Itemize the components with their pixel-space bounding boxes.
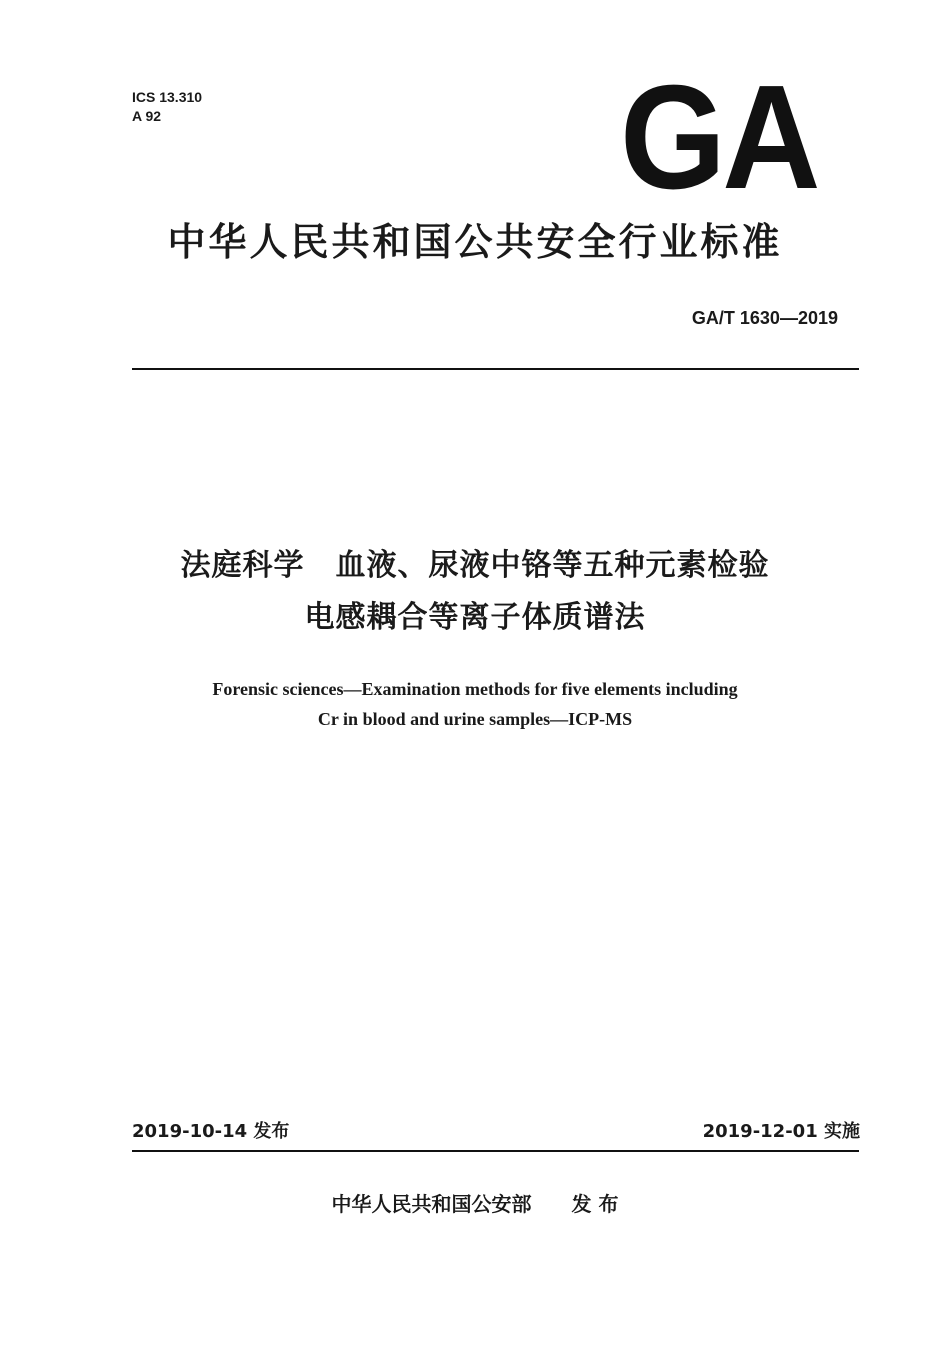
standard-category: 中华人民共和国公共安全行业标准 (167, 220, 783, 264)
chinese-title-line-1: 法庭科学 血液、尿液中铬等五种元素检验 (180, 548, 770, 583)
issue-date: 2019-10-14 发布 (132, 1121, 290, 1142)
top-divider (132, 368, 859, 370)
english-title-line-1: Forensic sciences—Examination methods for five elements including (212, 679, 738, 699)
implementation-date: 2019-12-01 实施 (702, 1121, 860, 1142)
chinese-title-line-2: 电感耦合等离子体质谱法 (304, 600, 646, 635)
english-title (0, 674, 950, 734)
chinese-title (0, 540, 950, 644)
ccs-code: A 92 (132, 108, 162, 124)
ics-code: ICS 13.310 (132, 89, 203, 105)
standard-number: GA/T 1630—2019 (691, 308, 838, 328)
bottom-divider (132, 1150, 859, 1152)
publisher-line (0, 1190, 950, 1218)
publisher-name: 中华人民共和国公安部 (331, 1192, 532, 1216)
classification-codes (132, 88, 202, 126)
english-title-line-2: Cr in blood and urine samples—ICP-MS (317, 709, 633, 729)
ga-logo: GA (620, 55, 817, 220)
publisher-action: 发 布 (571, 1192, 619, 1216)
